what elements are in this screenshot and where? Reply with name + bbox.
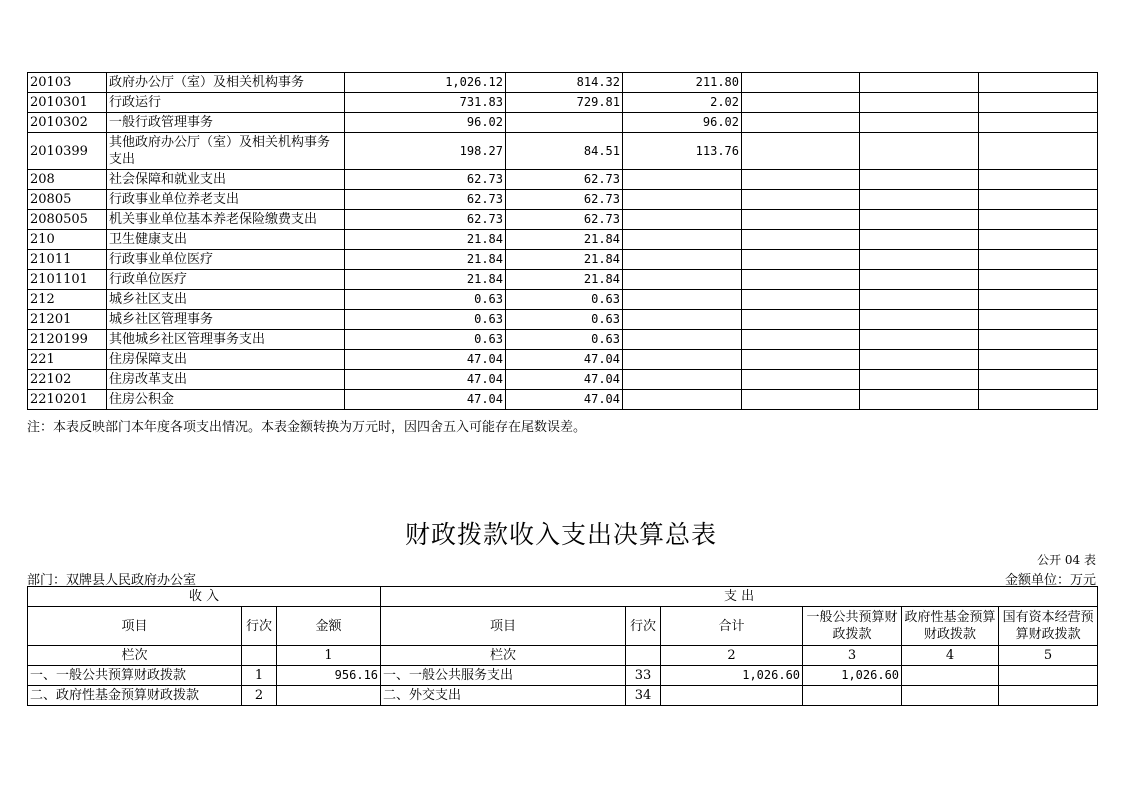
row-code: 2120199 xyxy=(28,330,107,350)
row-code: 22102 xyxy=(28,370,107,390)
row-code: 221 xyxy=(28,350,107,370)
row-name: 卫生健康支出 xyxy=(107,230,345,250)
empty-cell xyxy=(979,370,1098,390)
expense-header: 支 出 xyxy=(381,587,1098,607)
amount-unit-label: 金额单位：万元 xyxy=(1004,573,1096,588)
empty-cell xyxy=(860,73,979,93)
income-line: 2 xyxy=(242,686,277,706)
row-project xyxy=(623,210,742,230)
col-index-2: 2 xyxy=(661,646,803,666)
row-name: 一般行政管理事务 xyxy=(107,113,345,133)
expense-total xyxy=(661,686,803,706)
row-code: 21011 xyxy=(28,250,107,270)
empty-cell xyxy=(860,93,979,113)
expense-total: 1,026.60 xyxy=(661,666,803,686)
empty-cell xyxy=(860,390,979,410)
table-row xyxy=(28,390,1098,410)
row-basic: 729.81 xyxy=(506,93,623,113)
row-total: 1,026.12 xyxy=(345,73,506,93)
general-budget-header: 一般公共预算财政拨款 xyxy=(803,607,902,646)
state-capital-header: 国有资本经营预算财政拨款 xyxy=(999,607,1098,646)
table-row xyxy=(28,270,1098,290)
income-item-header: 项目 xyxy=(28,607,242,646)
empty-cell xyxy=(742,93,860,113)
row-basic: 47.04 xyxy=(506,390,623,410)
income-line-header: 行次 xyxy=(242,607,277,646)
expense-fund xyxy=(902,666,999,686)
empty-cell xyxy=(742,170,860,190)
row-name: 行政单位医疗 xyxy=(107,270,345,290)
row-total: 96.02 xyxy=(345,113,506,133)
row-basic: 21.84 xyxy=(506,230,623,250)
empty-cell xyxy=(742,390,860,410)
row-project xyxy=(623,170,742,190)
row-total: 47.04 xyxy=(345,350,506,370)
empty-cell xyxy=(860,350,979,370)
table-row xyxy=(28,370,1098,390)
row-name: 行政事业单位医疗 xyxy=(107,250,345,270)
table-row xyxy=(28,190,1098,210)
empty-cell xyxy=(742,113,860,133)
empty-cell xyxy=(979,170,1098,190)
empty-cell xyxy=(979,230,1098,250)
expense-item: 一、一般公共服务支出 xyxy=(381,666,626,686)
row-code: 210 xyxy=(28,230,107,250)
table-row xyxy=(28,666,1098,686)
total-header: 合计 xyxy=(661,607,803,646)
empty-cell xyxy=(860,330,979,350)
income-amount-header: 金额 xyxy=(277,607,381,646)
row-code: 212 xyxy=(28,290,107,310)
expense-capital xyxy=(999,686,1098,706)
row-total: 47.04 xyxy=(345,390,506,410)
empty-cell xyxy=(742,250,860,270)
row-code: 2010301 xyxy=(28,93,107,113)
row-code: 20103 xyxy=(28,73,107,93)
expense-line: 33 xyxy=(626,666,661,686)
empty-cell xyxy=(860,270,979,290)
income-amount xyxy=(277,686,381,706)
empty-cell xyxy=(860,133,979,170)
col-index-1: 1 xyxy=(277,646,381,666)
row-project xyxy=(623,310,742,330)
expense-general: 1,026.60 xyxy=(803,666,902,686)
income-item: 一、一般公共预算财政拨款 xyxy=(28,666,242,686)
empty-cell xyxy=(742,290,860,310)
empty-cell xyxy=(742,270,860,290)
row-name: 城乡社区管理事务 xyxy=(107,310,345,330)
page-title: 财政拨款收入支出决算总表 xyxy=(404,520,717,549)
expense-general xyxy=(803,686,902,706)
empty-cell xyxy=(860,250,979,270)
empty-cell xyxy=(979,270,1098,290)
table-row xyxy=(28,210,1098,230)
table-row xyxy=(28,350,1098,370)
table-row xyxy=(28,133,1098,170)
empty-cell xyxy=(860,230,979,250)
row-basic: 47.04 xyxy=(506,350,623,370)
row-code: 208 xyxy=(28,170,107,190)
row-basic: 0.63 xyxy=(506,290,623,310)
row-name: 机关事业单位基本养老保险缴费支出 xyxy=(107,210,345,230)
empty-cell xyxy=(742,73,860,93)
row-name: 住房公积金 xyxy=(107,390,345,410)
row-code: 2010399 xyxy=(28,133,107,170)
row-total: 21.84 xyxy=(345,230,506,250)
empty-cell xyxy=(979,250,1098,270)
expense-item-header: 项目 xyxy=(381,607,626,646)
expense-column-label: 栏次 xyxy=(381,646,626,666)
empty-cell xyxy=(979,290,1098,310)
income-line: 1 xyxy=(242,666,277,686)
row-project xyxy=(623,390,742,410)
row-basic: 62.73 xyxy=(506,170,623,190)
empty-cell xyxy=(979,310,1098,330)
empty-cell xyxy=(979,350,1098,370)
row-name: 住房改革支出 xyxy=(107,370,345,390)
row-project: 96.02 xyxy=(623,113,742,133)
empty-cell xyxy=(742,210,860,230)
row-project: 113.76 xyxy=(623,133,742,170)
income-amount: 956.16 xyxy=(277,666,381,686)
empty-cell xyxy=(860,210,979,230)
row-project xyxy=(623,330,742,350)
empty-cell xyxy=(742,330,860,350)
row-project: 2.02 xyxy=(623,93,742,113)
row-project xyxy=(623,250,742,270)
empty-cell xyxy=(860,170,979,190)
fiscal-summary-table xyxy=(27,586,1098,706)
table-row xyxy=(28,686,1098,706)
table-row xyxy=(28,73,1098,93)
expense-line-header: 行次 xyxy=(626,607,661,646)
row-project xyxy=(623,230,742,250)
row-project xyxy=(623,350,742,370)
row-project xyxy=(623,190,742,210)
empty-cell xyxy=(742,370,860,390)
empty-cell xyxy=(742,310,860,330)
expense-capital xyxy=(999,666,1098,686)
row-basic: 62.73 xyxy=(506,190,623,210)
table-row xyxy=(28,330,1098,350)
row-project xyxy=(623,270,742,290)
table-row xyxy=(28,230,1098,250)
empty-cell xyxy=(742,190,860,210)
expense-line: 34 xyxy=(626,686,661,706)
row-total: 21.84 xyxy=(345,250,506,270)
row-total: 62.73 xyxy=(345,190,506,210)
row-name: 城乡社区支出 xyxy=(107,290,345,310)
row-code: 20805 xyxy=(28,190,107,210)
row-name: 行政运行 xyxy=(107,93,345,113)
row-project: 211.80 xyxy=(623,73,742,93)
empty-cell xyxy=(979,73,1098,93)
header-row-top xyxy=(28,587,1098,607)
row-basic: 0.63 xyxy=(506,310,623,330)
row-name: 住房保障支出 xyxy=(107,350,345,370)
row-total: 62.73 xyxy=(345,210,506,230)
row-basic: 84.51 xyxy=(506,133,623,170)
empty-cell xyxy=(979,113,1098,133)
empty-cell xyxy=(860,190,979,210)
row-total: 21.84 xyxy=(345,270,506,290)
row-project xyxy=(623,370,742,390)
empty-cell xyxy=(742,350,860,370)
row-total: 0.63 xyxy=(345,330,506,350)
empty-cell xyxy=(979,210,1098,230)
row-code: 21201 xyxy=(28,310,107,330)
column-index-row xyxy=(28,646,1098,666)
expense-item: 二、外交支出 xyxy=(381,686,626,706)
empty-cell xyxy=(860,370,979,390)
row-total: 62.73 xyxy=(345,170,506,190)
col-index-3: 3 xyxy=(803,646,902,666)
empty-cell xyxy=(860,113,979,133)
header-row-columns xyxy=(28,607,1098,646)
expense-fund xyxy=(902,686,999,706)
empty-cell xyxy=(979,390,1098,410)
empty-cell xyxy=(979,190,1098,210)
row-total: 731.83 xyxy=(345,93,506,113)
department-label: 部门：双牌县人民政府办公室 xyxy=(27,573,197,588)
row-code: 2010302 xyxy=(28,113,107,133)
col-index-4: 4 xyxy=(902,646,999,666)
income-column-label: 栏次 xyxy=(28,646,242,666)
table-row xyxy=(28,113,1098,133)
row-basic: 62.73 xyxy=(506,210,623,230)
row-basic: 47.04 xyxy=(506,370,623,390)
row-code: 2210201 xyxy=(28,390,107,410)
table-row xyxy=(28,310,1098,330)
col-index-5: 5 xyxy=(999,646,1098,666)
table-note: 注：本表反映部门本年度各项支出情况。本表金额转换为万元时，因四舍五入可能存在尾数误差。 xyxy=(27,420,587,435)
table-row xyxy=(28,170,1098,190)
row-code: 2080505 xyxy=(28,210,107,230)
row-code: 2101101 xyxy=(28,270,107,290)
sheet-code: 公开 04 表 xyxy=(1037,553,1096,567)
empty-cell xyxy=(860,310,979,330)
row-name: 社会保障和就业支出 xyxy=(107,170,345,190)
row-name: 其他政府办公厅（室）及相关机构事务支出 xyxy=(107,133,345,170)
empty-cell xyxy=(979,133,1098,170)
row-basic: 21.84 xyxy=(506,270,623,290)
row-basic xyxy=(506,113,623,133)
row-name: 行政事业单位养老支出 xyxy=(107,190,345,210)
row-name: 其他城乡社区管理事务支出 xyxy=(107,330,345,350)
row-basic: 814.32 xyxy=(506,73,623,93)
row-total: 0.63 xyxy=(345,290,506,310)
income-header: 收 入 xyxy=(28,587,381,607)
table-row xyxy=(28,290,1098,310)
gov-fund-header: 政府性基金预算财政拨款 xyxy=(902,607,999,646)
row-name: 政府办公厅（室）及相关机构事务 xyxy=(107,73,345,93)
row-total: 198.27 xyxy=(345,133,506,170)
row-basic: 0.63 xyxy=(506,330,623,350)
empty-cell xyxy=(979,93,1098,113)
empty-cell xyxy=(979,330,1098,350)
row-basic: 21.84 xyxy=(506,250,623,270)
income-item: 二、政府性基金预算财政拨款 xyxy=(28,686,242,706)
empty-cell xyxy=(742,133,860,170)
row-total: 47.04 xyxy=(345,370,506,390)
row-total: 0.63 xyxy=(345,310,506,330)
table-row xyxy=(28,250,1098,270)
row-project xyxy=(623,290,742,310)
empty-cell xyxy=(860,290,979,310)
expenditure-detail-table xyxy=(27,72,1098,410)
empty-cell xyxy=(742,230,860,250)
table-row xyxy=(28,93,1098,113)
